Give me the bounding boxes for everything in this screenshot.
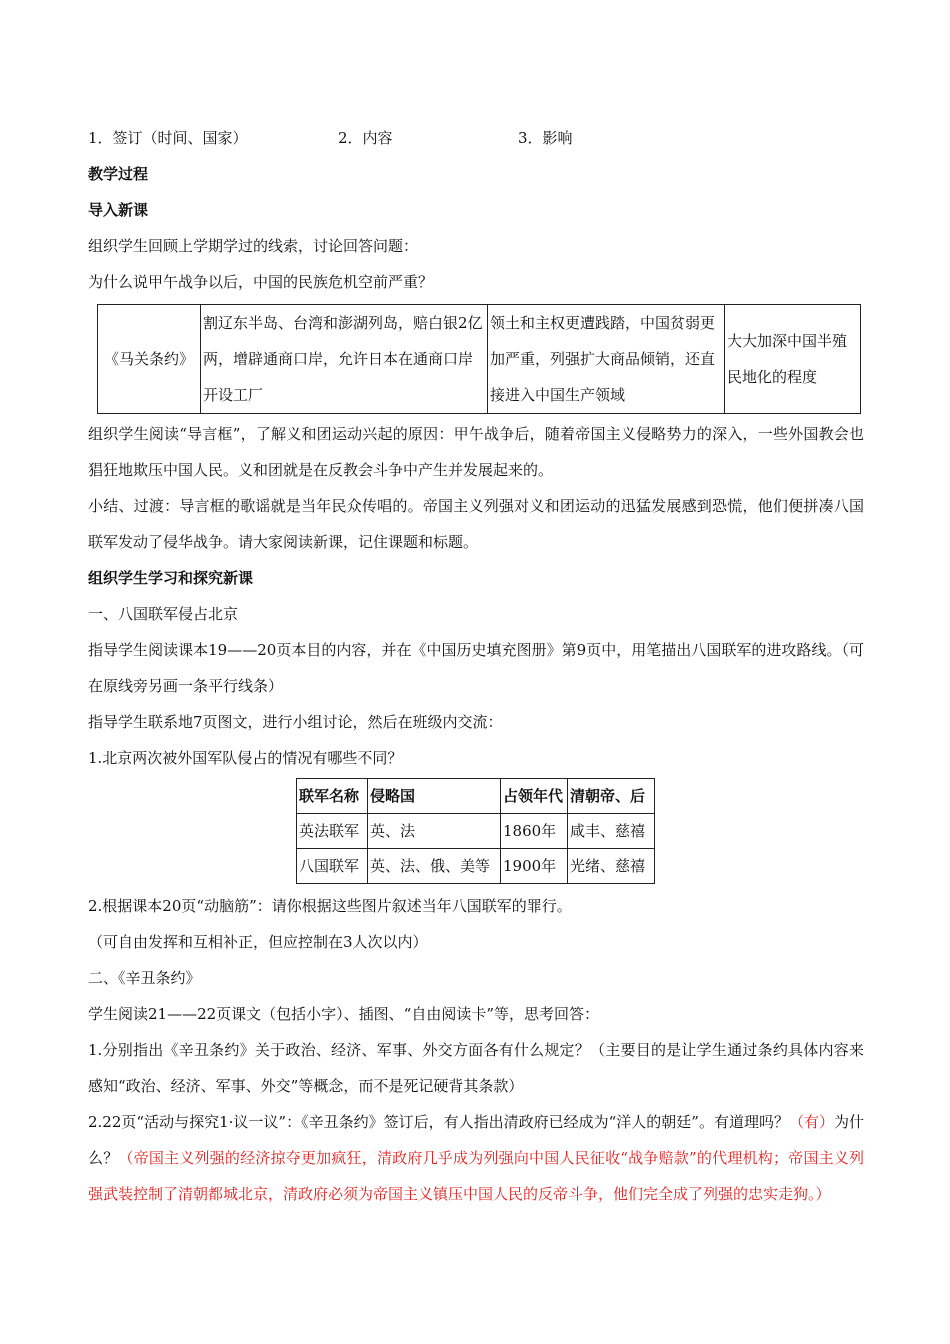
table-row: [297, 849, 655, 884]
intro-question: 为什么说甲午战争以后，中国的民族危机空前严重？: [88, 273, 434, 291]
section-2-question-1: 1.分别指出《辛丑条约》关于政治、经济、军事、外交方面各有什么规定？（主要目的是让学生通过条约具体内容来感知“政治、经济、军事、外交”等概念，而不是死记硬背其条款）: [88, 1041, 864, 1095]
section-1-question-1: 1.北京两次被外国军队侵占的情况有哪些不同？: [88, 749, 403, 767]
section-1-paragraph-1: 指导学生阅读课本19——20页本目的内容，并在《中国历史填充图册》第9页中，用笔描出八国联军的进攻路线。（可在原线旁另画一条平行线条）: [88, 641, 864, 695]
table-cell: 光绪、慈禧: [568, 849, 655, 884]
header-cell: 侵略国: [368, 779, 501, 814]
item-content: 2．内容: [338, 129, 393, 147]
table-cell: 英、法: [368, 814, 501, 849]
section-1-question-2-note: （可自由发挥和互相补正，但应控制在3人次以内）: [88, 933, 428, 951]
item-impact: 3．影响: [518, 129, 573, 147]
summary-paragraph: 小结、过渡：导言框的歌谣就是当年民众传唱的。帝国主义列强对义和团运动的迅猛发展感到恐慌，他们便拼凑八国联军发动了侵华战争。请大家阅读新课，记住课题和标题。: [88, 497, 864, 551]
treaty-effect-cell: 领土和主权更遭践踏，中国贫弱更加严重，列强扩大商品倾销，还直接进入中国生产领域: [488, 305, 725, 414]
section-2-title: 二、《辛丑条约》: [88, 969, 201, 987]
table-cell: 八国联军: [297, 849, 368, 884]
table-header-row: [297, 779, 655, 814]
question-text: 2.22页“活动与探究1·议一议”：《辛丑条约》签订后，有人指出清政府已经成为“洋人的朝廷”。有道理吗？: [88, 1113, 789, 1131]
army-comparison-table: [296, 778, 655, 884]
header-cell: 占领年代: [501, 779, 568, 814]
question-why: 为什么？: [88, 1113, 864, 1167]
section-1-title: 一、八国联军侵占北京: [88, 605, 239, 623]
item-sign: 1．签订（时间、国家）: [88, 129, 248, 147]
table-cell: 英、法、俄、美等: [368, 849, 501, 884]
section-2-question-2: [88, 1104, 864, 1212]
treaty-name-cell: 《马关条约》: [98, 305, 201, 414]
guide-paragraph: 组织学生阅读“导言框”，了解义和团运动兴起的原因：甲午战争后，随着帝国主义侵略势力的深入，一些外国教会也猖狂地欺压中国人民。义和团就是在反教会斗争中产生并发展起来的。: [88, 425, 864, 479]
answer-detail: （帝国主义列强的经济掠夺更加疯狂，清政府几乎成为列强向中国人民征收“战争赔款”的代理机构；帝国主义列强武装控制了清朝都城北京，清政府必须为帝国主义镇压中国人民的反帝斗争，他们完全成了列强的忠实走狗。）: [88, 1149, 864, 1203]
heading-intro: 导入新课: [88, 201, 149, 219]
treaty-content-cell: 割辽东半岛、台湾和澎湖列岛，赔白银2亿两，增辟通商口岸，允许日本在通商口岸开设工厂: [201, 305, 488, 414]
section-2-paragraph-1: 学生阅读21——22页课文（包括小字）、插图、“自由阅读卡”等，思考回答：: [88, 1005, 600, 1023]
table-cell: 咸丰、慈禧: [568, 814, 655, 849]
treaty-result-cell: 大大加深中国半殖民地化的程度: [725, 305, 861, 414]
answer-short: （有）: [788, 1113, 834, 1131]
table-cell: 1860年: [501, 814, 568, 849]
table-cell: 1900年: [501, 849, 568, 884]
table-row: [297, 814, 655, 849]
table-cell: 英法联军: [297, 814, 368, 849]
intro-paragraph-1: 组织学生回顾上学期学过的线索，讨论回答问题：: [88, 237, 419, 255]
table-row: [98, 305, 861, 414]
section-1-paragraph-2: 指导学生联系地7页图文，进行小组讨论，然后在班级内交流：: [88, 713, 503, 731]
heading-study: 组织学生学习和探究新课: [88, 569, 254, 587]
summary-items-row: [88, 120, 864, 156]
section-1-question-2: 2.根据课本20页“动脑筋”：请你根据这些图片叙述当年八国联军的罪行。: [88, 897, 572, 915]
treaty-table: [97, 304, 861, 414]
header-cell: 清朝帝、后: [568, 779, 655, 814]
header-cell: 联军名称: [297, 779, 368, 814]
heading-teaching-process: 教学过程: [88, 165, 149, 183]
document-page: [88, 120, 864, 1212]
